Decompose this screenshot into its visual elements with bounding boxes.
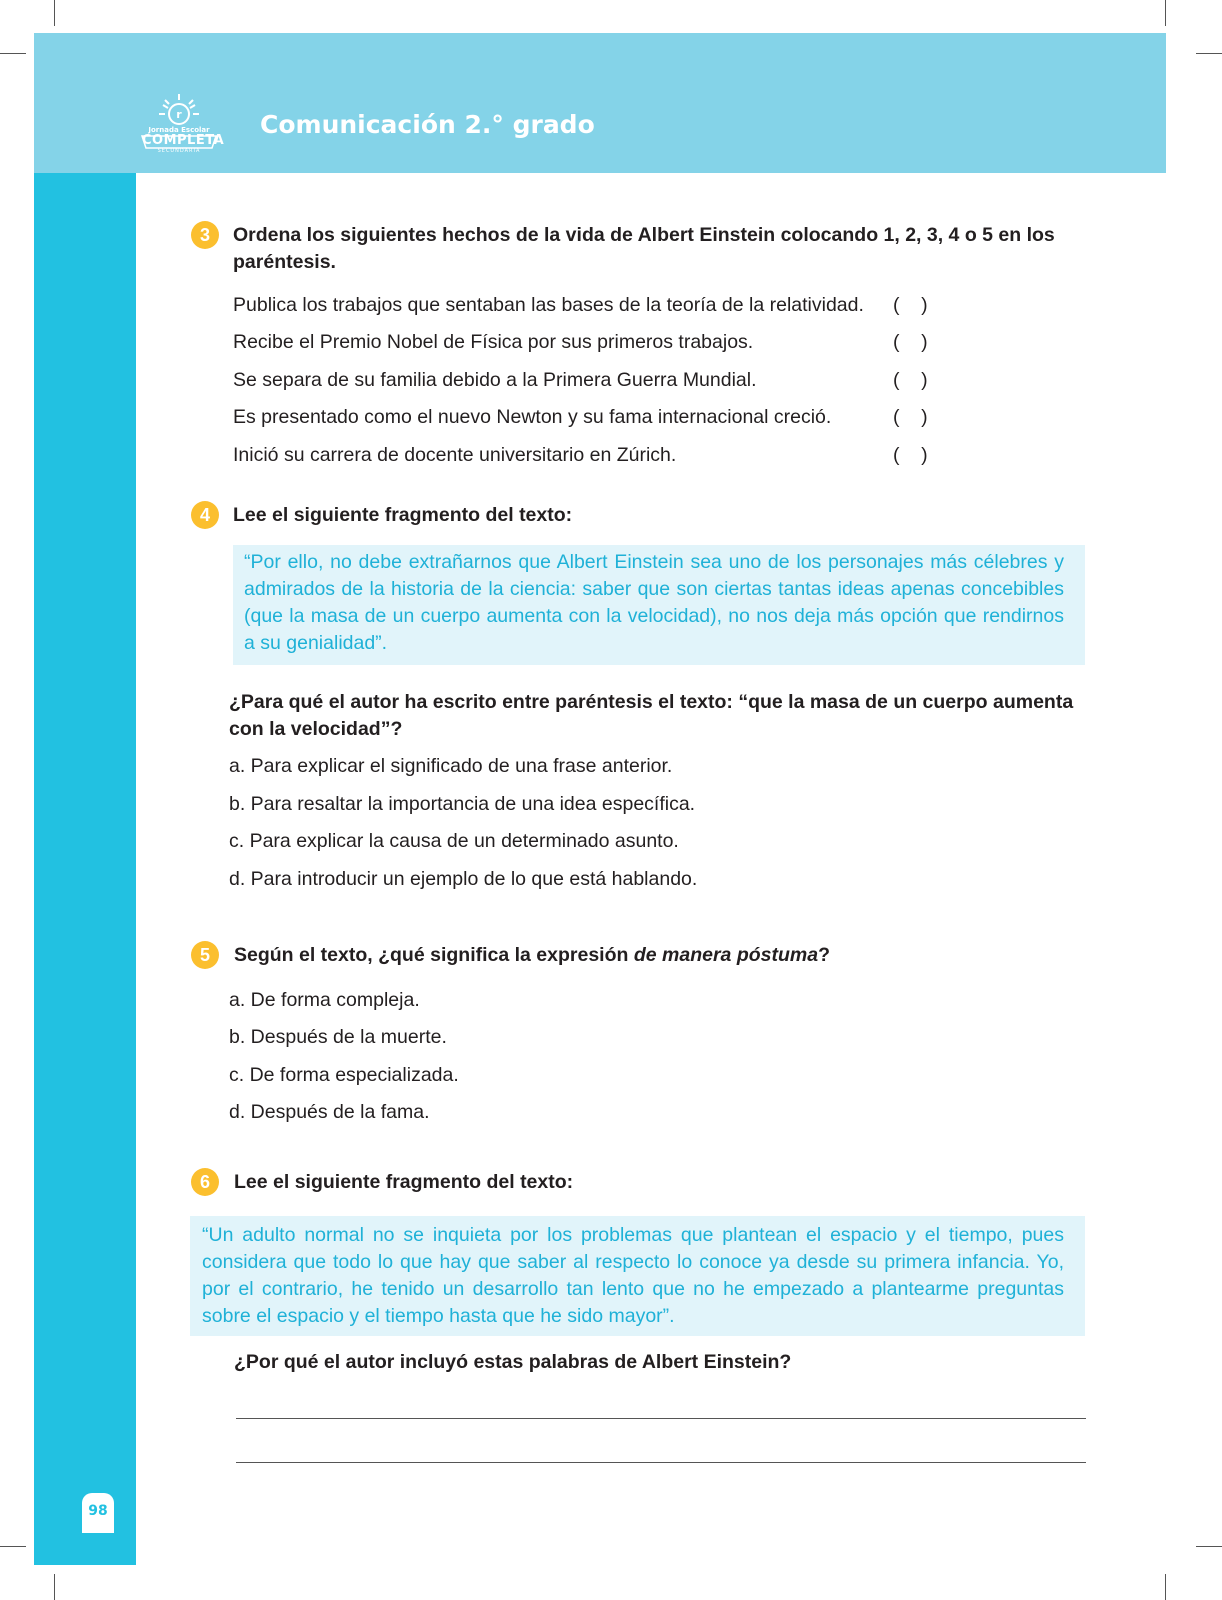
crop-mark: [1165, 1574, 1166, 1600]
question-5-expression: de manera póstuma: [633, 944, 819, 966]
side-band: [34, 173, 136, 1565]
logo-text-secundaria: SECUNDARIA: [157, 148, 201, 154]
crop-mark: [54, 1574, 55, 1600]
logo-text-jornada: Jornada Escolar: [148, 126, 210, 134]
question-badge-6: 6: [191, 1168, 219, 1196]
order-blank-3[interactable]: ( ): [893, 369, 928, 391]
quote-6-text: “Un adulto normal no se inquieta por los problemas que plantean el espacio y el tiempo, pues considera que todo lo que hay que saber al respecto lo conoce ya desde su primera infancia. Yo, por el contrario, he tenido un desarrollo tan lento que no he empezado a plantearme preguntas sobre el espacio y el tiempo hasta que he sido mayor”.: [202, 1224, 1064, 1327]
question-6-prompt: Lee el siguiente fragmento del texto:: [234, 1171, 574, 1193]
crop-mark: [54, 0, 55, 26]
answer-line-2[interactable]: [236, 1462, 1086, 1463]
order-blank-2[interactable]: ( ): [893, 331, 928, 353]
question-5-prompt-end: ?: [818, 944, 831, 966]
page-title: Comunicación 2.° grado: [260, 110, 595, 139]
crop-mark: [0, 53, 26, 54]
page-number: 98: [88, 1503, 108, 1519]
option-5a[interactable]: a. De forma compleja.: [229, 989, 420, 1011]
question-4-question: ¿Para qué el autor ha escrito entre paréntesis el texto: “que la masa de un cuerpo aumenta con la velocidad”?: [229, 691, 1074, 740]
option-4d[interactable]: d. Para introducir un ejemplo de lo que está hablando.: [229, 868, 698, 890]
order-item-3: Se separa de su familia debido a la Primera Guerra Mundial.: [233, 369, 757, 391]
question-5-prompt: [234, 942, 830, 969]
question-badge-5: 5: [191, 941, 219, 969]
option-4b[interactable]: b. Para resaltar la importancia de una idea específica.: [229, 793, 696, 815]
option-4a[interactable]: a. Para explicar el significado de una frase anterior.: [229, 755, 673, 777]
question-6-question: ¿Por qué el autor incluyó estas palabras de Albert Einstein?: [234, 1351, 792, 1373]
option-5c[interactable]: c. De forma especializada.: [229, 1064, 459, 1086]
crop-mark: [0, 1546, 26, 1547]
quote-4-text: “Por ello, no debe extrañarnos que Albert Einstein sea uno de los personajes más célebres y admirados de la historia de la ciencia: saber que son ciertas tantas ideas apenas concebibles (que la masa de un cuerpo aumenta con la velocidad), no nos deja más opción que rendirnos a su genialidad”.: [244, 551, 1064, 654]
question-4-prompt: Lee el siguiente fragmento del texto:: [233, 504, 573, 526]
question-5-prompt-text: Según el texto, ¿qué significa la expresión: [234, 944, 634, 966]
option-5d[interactable]: d. Después de la fama.: [229, 1101, 430, 1123]
crop-mark: [1196, 1546, 1222, 1547]
order-blank-4[interactable]: ( ): [893, 406, 928, 428]
order-item-4: Es presentado como el nuevo Newton y su fama internacional creció.: [233, 406, 832, 428]
option-5b[interactable]: b. Después de la muerte.: [229, 1026, 447, 1048]
order-blank-5[interactable]: ( ): [893, 444, 928, 466]
order-item-5: Inició su carrera de docente universitario en Zúrich.: [233, 444, 677, 466]
order-item-2: Recibe el Premio Nobel de Física por sus primeros trabajos.: [233, 331, 754, 353]
crop-mark: [1165, 0, 1166, 26]
order-item-1: Publica los trabajos que sentaban las bases de la teoría de la relatividad.: [233, 294, 864, 316]
question-badge-4: 4: [191, 501, 219, 529]
answer-line-1[interactable]: [236, 1418, 1086, 1419]
crop-mark: [1196, 53, 1222, 54]
order-blank-1[interactable]: ( ): [893, 294, 928, 316]
option-4c[interactable]: c. Para explicar la causa de un determinado asunto.: [229, 830, 679, 852]
logo-text-completa: COMPLETA: [142, 133, 225, 148]
question-badge-3: 3: [191, 221, 219, 249]
svg-text:r: r: [176, 108, 182, 121]
question-3-prompt: Ordena los siguientes hechos de la vida de Albert Einstein colocando 1, 2, 3, 4 o 5 en los paréntesis.: [233, 224, 1055, 273]
